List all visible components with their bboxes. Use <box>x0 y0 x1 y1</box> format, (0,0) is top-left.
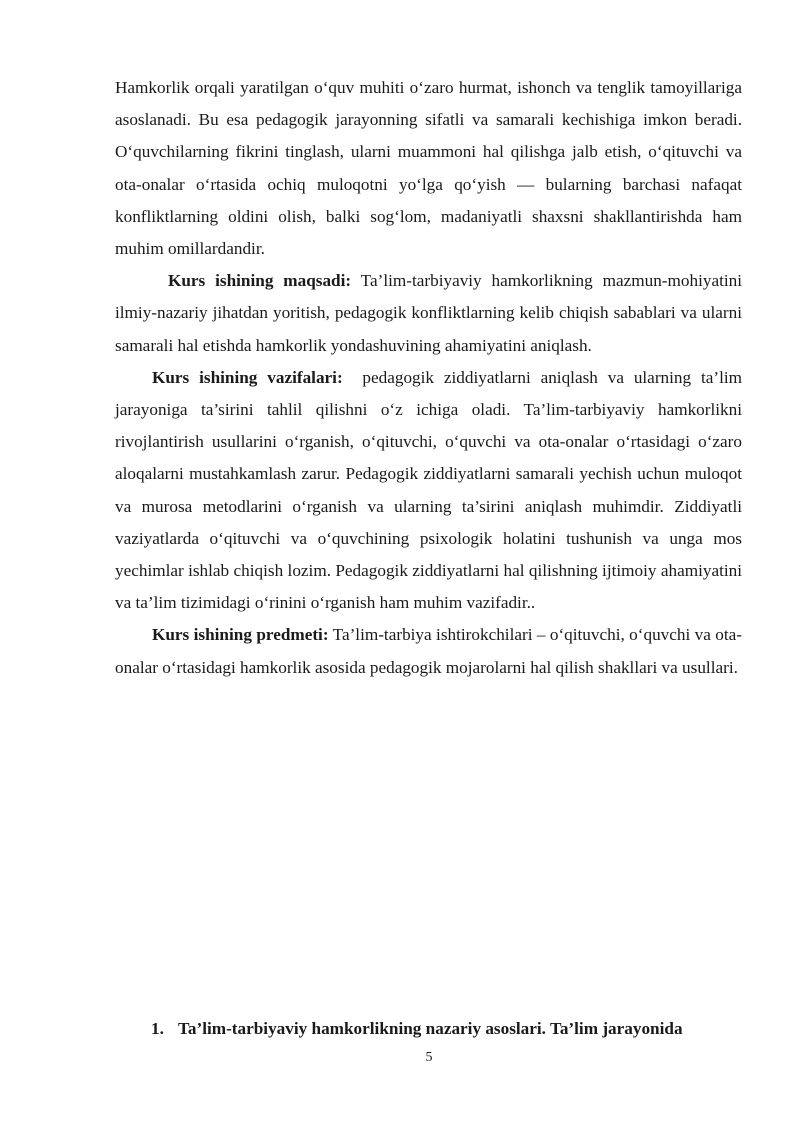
tasks-text: pedagogik ziddiyatlarni aniqlash va ularning ta’lim jarayoniga ta’sirini tahlil qilishni o‘z ichiga oladi. Ta’lim-tarbiyaviy hamkorlikni rivojlantirish usullarini o‘rganish, o‘qituvchi, o‘quvchi va ota-onalar o‘rtasidagi o‘zaro aloqalarni mustahkamlash zarur. Pedagogik ziddiyatlarni samarali yechish uchun muloqot va murosa metodlarini o‘rganish va ularning ta’sirini aniqlash muhimdir. Ziddiyatli vaziyatlarda o‘qituvchi va o‘quvchining psixologik holatini tushunish va unga mos yechimlar ishlab chiqish lozim. Pedagogik ziddiyatlarni hal qilishning ijtimoiy ahamiyatini va ta’lim tizimidagi o‘rinini o‘rganish ham muhim vazifadir.. <box>115 367 747 613</box>
goal-text: Ta’lim-tarbiyaviy hamkorlikning mazmun-mohiyatini ilmiy-nazariy jihatdan yoritish, pedagogik konfliktlarning kelib chiqish sabablari va ularni samarali hal etishda hamkorlik yondashuvining ahamiyatini aniqlash. <box>115 271 743 355</box>
section-number: 1. <box>151 1019 164 1038</box>
goal-paragraph <box>115 265 742 362</box>
tasks-label: Kurs ishining vazifalari: <box>152 367 343 387</box>
subject-paragraph <box>115 619 742 683</box>
page-number: 5 <box>425 1050 433 1065</box>
subject-text: Ta’lim-tarbiya ishtirokchilari – o‘qituvchi, o‘quvchi va ota-onalar o‘rtasidagi hamkorlik asosida pedagogik mojarolarni hal qilish shakllari va usullari. <box>115 625 743 677</box>
section-heading <box>151 1013 751 1045</box>
subject-label: Kurs ishining predmeti: <box>152 625 329 645</box>
section-title: Ta’lim-tarbiyaviy hamkorlikning nazariy asoslari. Ta’lim jarayonida <box>178 1019 683 1038</box>
page-body <box>115 72 747 684</box>
intro-paragraph: Hamkorlik orqali yaratilgan o‘quv muhiti o‘zaro hurmat, ishonch va tenglik tamoyillariga asoslanadi. Bu esa pedagogik jarayonning sifatli va samarali kechishiga imkon beradi. O‘quvchilarning fikrini tinglash, ularni muammoni hal qilishga jalb etish, o‘qituvchi va ota-onalar o‘rtasida ochiq muloqotni yo‘lga qo‘yish — bularning barchasi nafaqat konfliktlarning oldini olish, balki sog‘lom, madaniyatli shaxsni shakllantirishda ham muhim omillardandir. <box>115 78 742 259</box>
tasks-paragraph <box>115 362 747 620</box>
goal-label: Kurs ishining maqsadi: <box>168 271 352 291</box>
